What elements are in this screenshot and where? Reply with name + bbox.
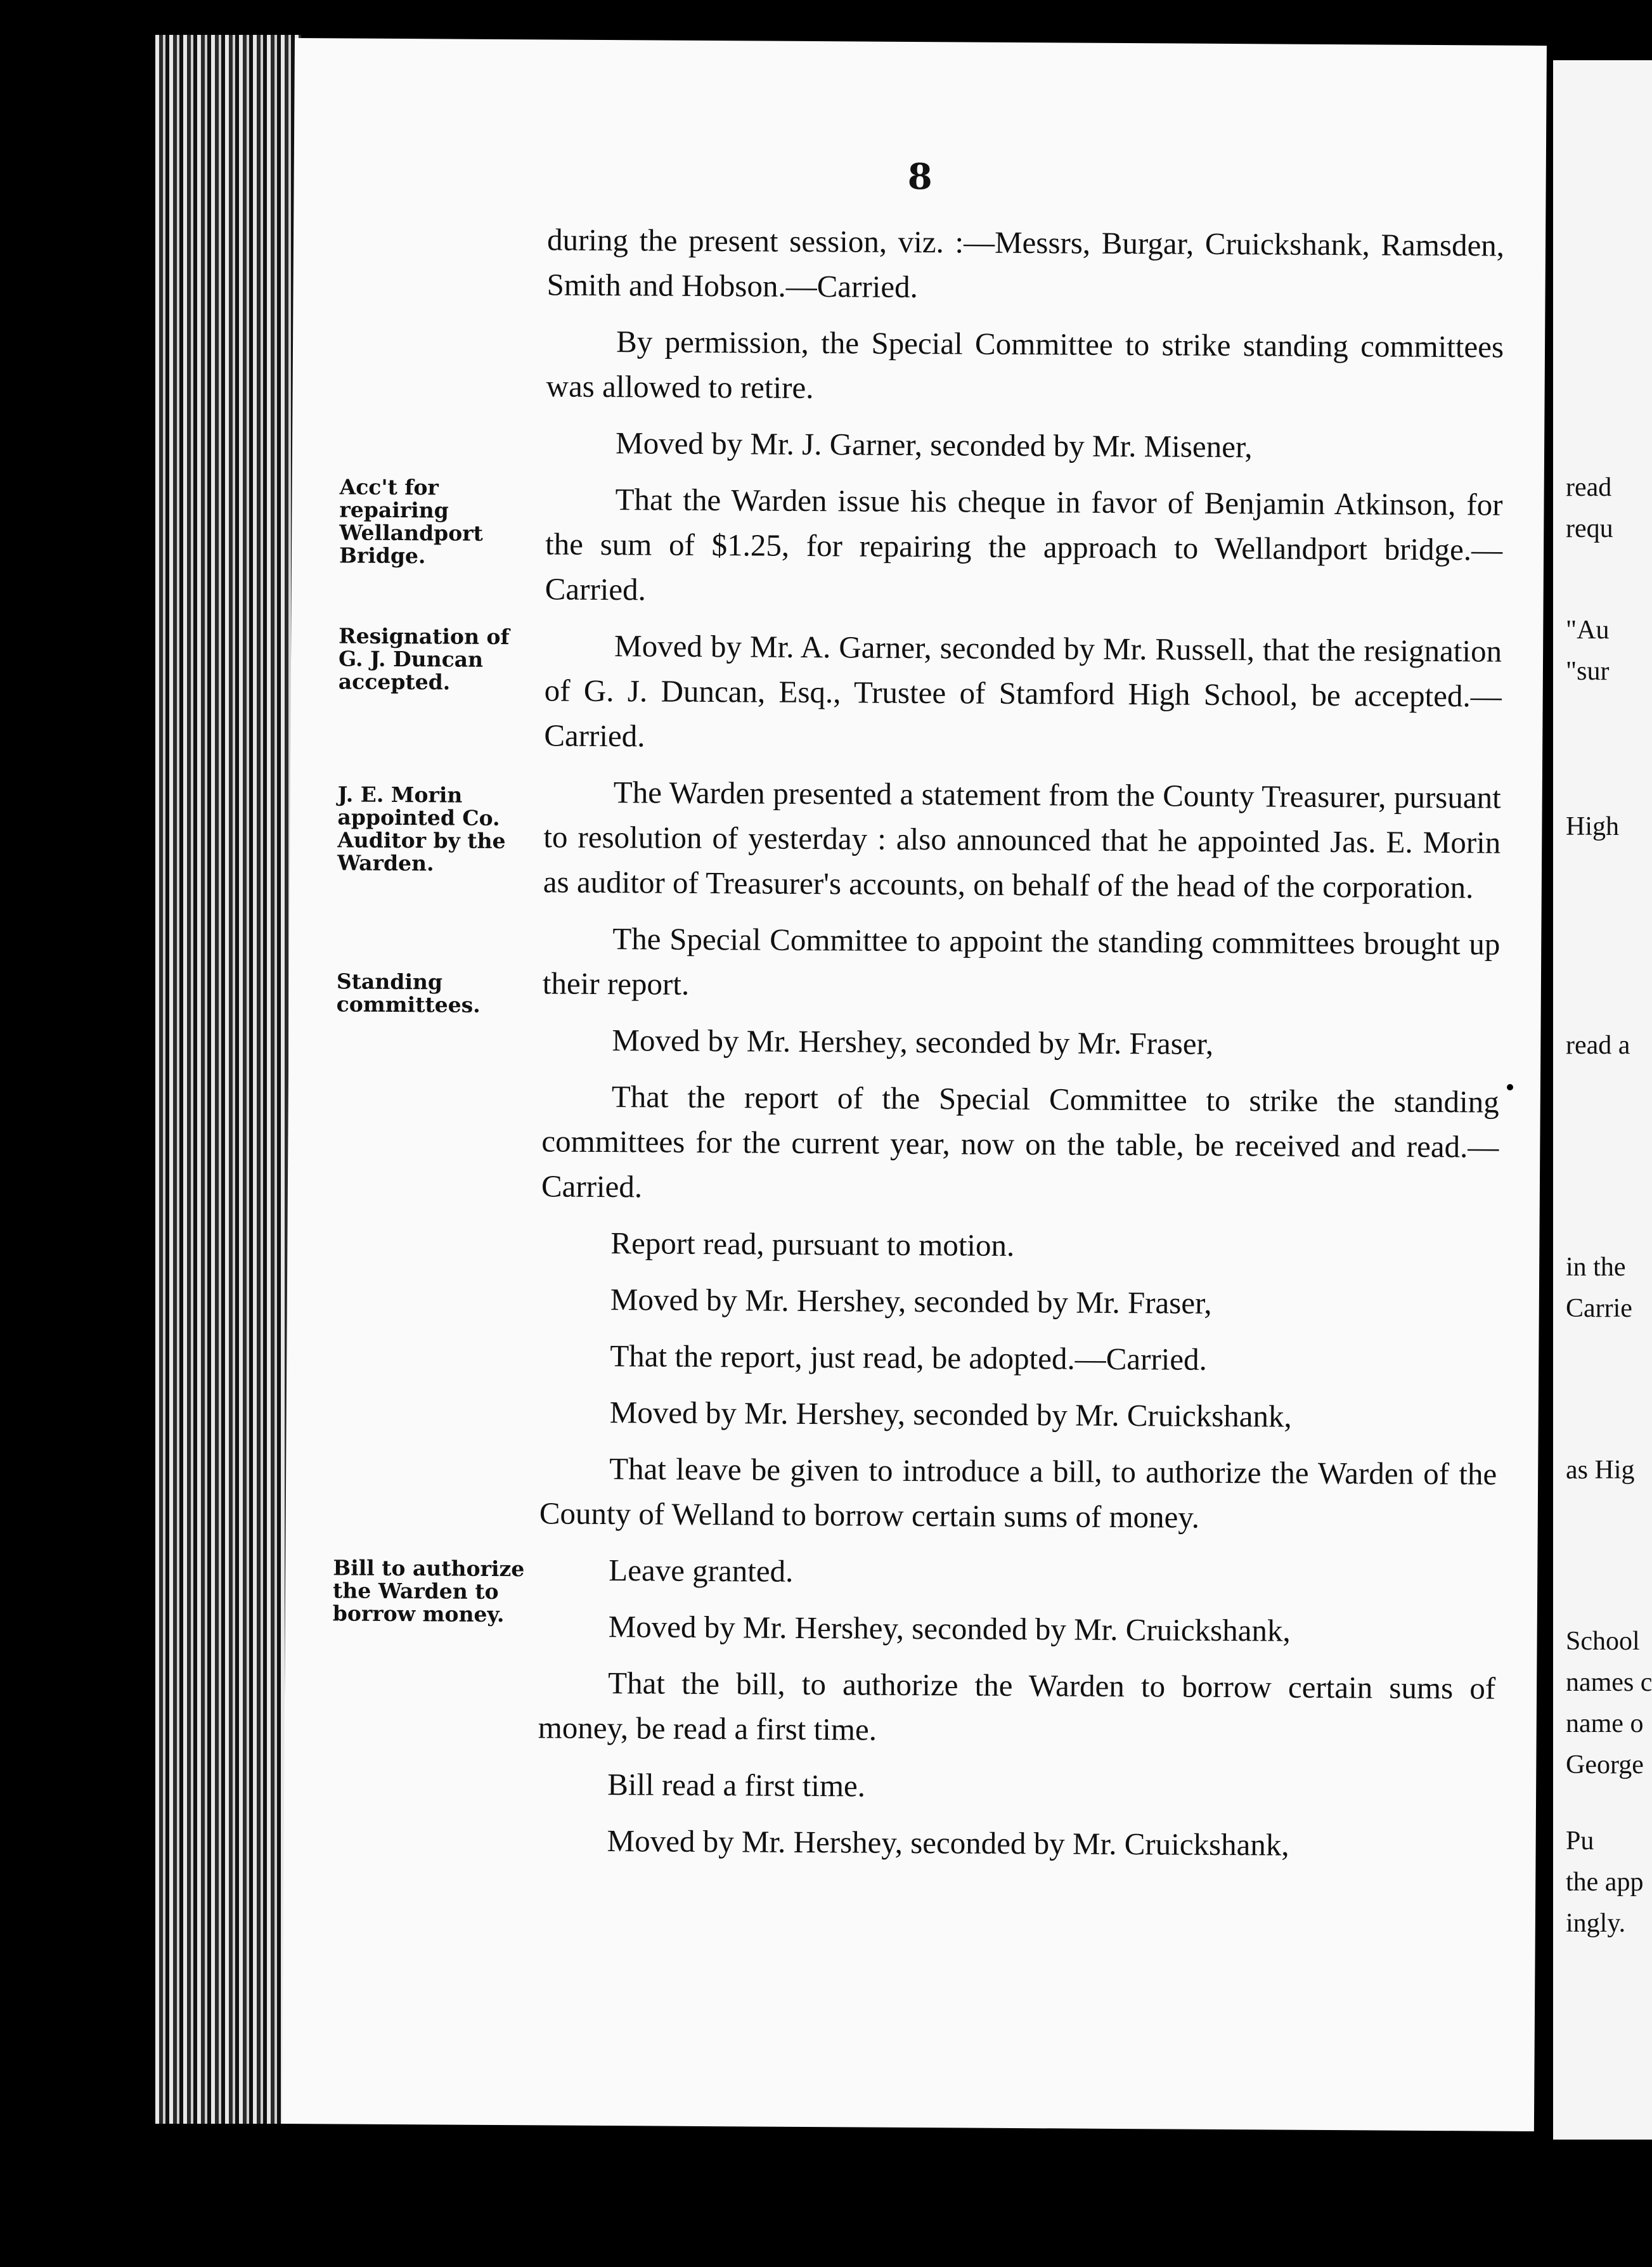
paragraph: That the report, just read, be adopted.—Carried. [610,1338,1208,1377]
facing-page-fragment: Pu [1566,1826,1594,1856]
facing-page-fragment: in the [1566,1253,1626,1282]
book-page [282,38,1547,2131]
paragraph: during the present session, viz. :—Messrs, Burgar, Cruickshank, Ramsden, Smith and Hobson.—Carried. [546,222,1505,305]
facing-page-fragment: read [1566,473,1612,502]
facing-page-fragment: High [1566,812,1619,841]
facing-page-fragment: Carrie [1566,1294,1632,1323]
margin-note-repairing-bridge: Acc't for repairing Wellandport Bridge. [339,474,483,569]
page-number: 8 [907,155,932,198]
margin-note-standing-committees: Standing committees. [336,969,481,1017]
paragraph: Leave granted. [609,1553,794,1589]
facing-page-fragment: the app [1566,1868,1644,1897]
paragraph: Moved by Mr. Hershey, seconded by Mr. Cruickshank, [607,1823,1289,1863]
paragraph: Moved by Mr. Hershey, seconded by Mr. Fraser, [612,1023,1214,1061]
facing-page-fragment: name o [1566,1709,1644,1738]
paragraph: The Warden presented a statement from the County Treasurer, pursuant to resolution of yesterday : also announced that he appointed Jas. E. Morin as auditor of Treasurer's accounts, on behalf of the head of the corporation. [543,775,1501,905]
paragraph: Moved by Mr. Hershey, seconded by Mr. Cruickshank, [608,1609,1291,1648]
facing-page [1553,60,1652,2140]
paragraph: That the report of the Special Committee to strike the standing committees for the current year, now on the table, be received and read.—Carried. [541,1079,1499,1205]
paragraph: That the Warden issue his cheque in favor of Benjamin Atkinson, for the sum of $1.25, for repairing the approach to Wellandport bridge.—Carried. [545,482,1503,607]
scan-speck [1507,1084,1513,1090]
facing-page-fragment: "Au [1566,616,1610,645]
paragraph: Moved by Mr. A. Garner, seconded by Mr. Russell, that the resignation of G. J. Duncan, Esq., Trustee of Stamford High School, be accepted.—Carried. [544,628,1502,754]
paragraph: Moved by Mr. Hershey, seconded by Mr. Cruickshank, [609,1395,1292,1434]
paragraph: Bill read a first time. [607,1767,866,1804]
facing-page-fragment: ingly. [1566,1909,1626,1938]
facing-page-fragment: "sur [1566,657,1610,686]
book-page-edges [155,35,301,2124]
paragraph: That the bill, to authorize the Warden to borrow certain sums of money, be read a first time. [538,1665,1496,1747]
facing-page-fragment: requ [1566,514,1613,543]
margin-note-resignation: Resignation of G. J. Duncan accepted. [338,623,510,695]
facing-page-fragment: George [1566,1750,1644,1779]
facing-page-fragment: names c [1566,1668,1652,1697]
paragraph: Report read, pursuant to motion. [610,1225,1015,1263]
scan-speck [127,1357,133,1363]
body-text [537,217,1504,1880]
paragraph: Moved by Mr. Hershey, seconded by Mr. Fraser, [610,1282,1212,1321]
paragraph: That leave be given to introduce a bill, to authorize the Warden of the County of Welland to borrow certain sums of money. [539,1451,1497,1535]
facing-page-fragment: read a [1566,1031,1630,1060]
paragraph: The Special Committee to appoint the standing committees brought up their report. [542,921,1500,1002]
paragraph: Moved by Mr. J. Garner, seconded by Mr. Misener, [615,425,1253,465]
margin-note-bill-borrow: Bill to authorize the Warden to borrow money. [332,1555,525,1627]
facing-page-fragment: as Hig [1566,1456,1635,1485]
margin-note-auditor: J. E. Morin appointed Co. Auditor by the Warden. [337,782,506,876]
facing-page-fragment: School [1566,1627,1640,1656]
paragraph: By permission, the Special Committee to strike standing committees was allowed to retire. [546,324,1504,406]
